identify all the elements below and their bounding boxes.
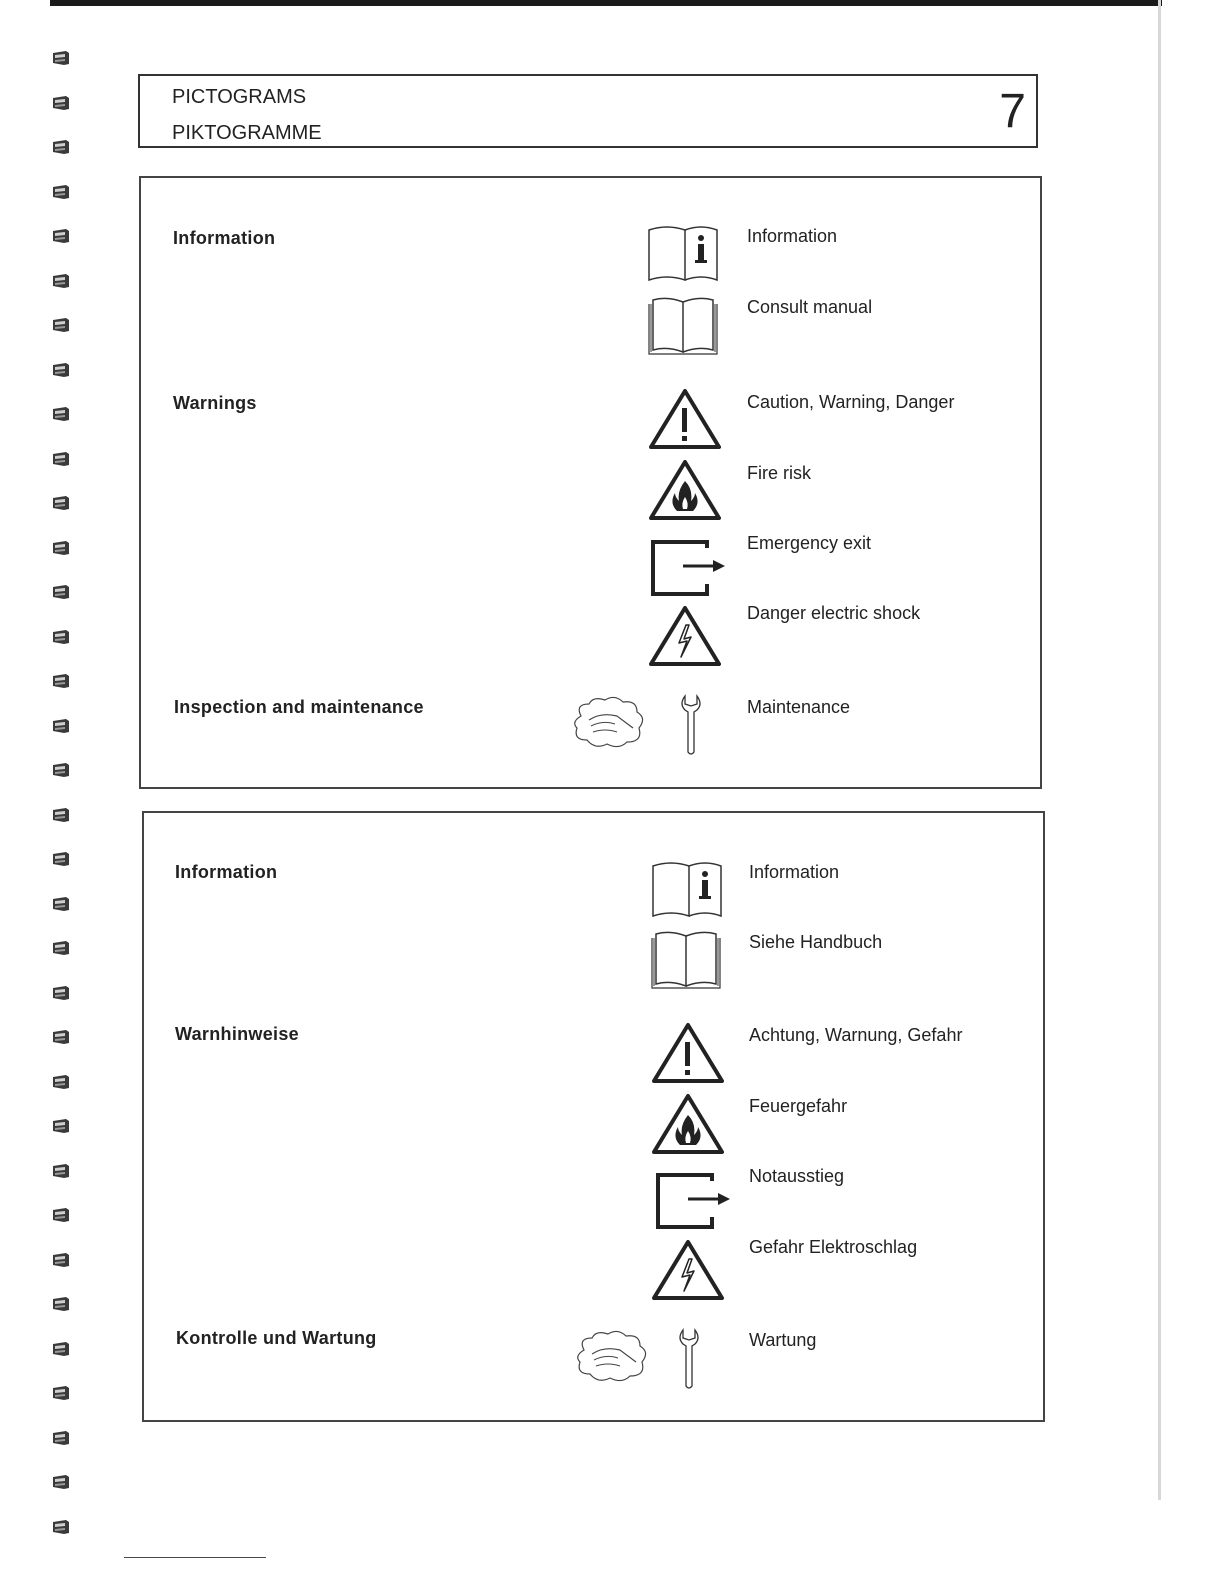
binding-ring [52,851,70,867]
manual-book-icon [650,930,722,992]
label-information: Information [749,862,840,882]
spiral-binding [50,50,80,1550]
warning-triangle-icon [649,388,721,450]
binding-ring [52,1519,70,1535]
chapter-number: 7 [999,85,1026,138]
binding-ring [52,184,70,200]
section-information: Information [175,862,278,882]
label-emergency-exit: Notausstieg [749,1166,845,1186]
binding-ring [52,762,70,778]
label-electric-shock: Danger electric shock [747,603,921,623]
binding-ring [52,95,70,111]
electric-shock-triangle-icon [649,605,721,667]
info-book-icon [647,224,719,282]
fire-triangle-icon [652,1093,724,1155]
emergency-exit-icon [654,1171,734,1231]
binding-ring [52,940,70,956]
footer-rule [124,1557,266,1558]
emergency-exit-icon [649,538,729,598]
binding-ring [52,228,70,244]
label-information: Information [747,226,838,246]
binding-ring [52,896,70,912]
electric-shock-triangle-icon [652,1239,724,1301]
label-fire-risk: Feuergefahr [749,1096,848,1116]
binding-ring [52,1029,70,1045]
section-warnings: Warnings [173,393,257,413]
binding-ring [52,1385,70,1401]
binding-ring [52,1296,70,1312]
manual-book-icon [647,296,719,358]
binding-ring [52,317,70,333]
title-german: PIKTOGRAMME [172,122,322,144]
section-inspection: Inspection and maintenance [174,697,424,717]
section-information: Information [173,228,276,248]
label-electric-shock: Gefahr Elektroschlag [749,1237,918,1257]
label-maintenance: Maintenance [747,697,851,717]
cleaning-cloth-icon [574,1328,650,1384]
binding-ring [52,1474,70,1490]
binding-ring [52,1118,70,1134]
binding-ring [52,362,70,378]
binding-ring [52,406,70,422]
binding-ring [52,1341,70,1357]
fire-triangle-icon [649,459,721,521]
binding-ring [52,273,70,289]
label-caution: Achtung, Warnung, Gefahr [749,1025,963,1045]
cleaning-cloth-icon [571,694,647,750]
binding-ring [52,451,70,467]
warning-triangle-icon [652,1022,724,1084]
binding-ring [52,1163,70,1179]
binding-ring [52,50,70,66]
section-warnings: Warnhinweise [175,1024,299,1044]
label-maintenance: Wartung [749,1330,817,1350]
top-edge-bar [50,0,1162,6]
binding-ring [52,495,70,511]
binding-ring [52,807,70,823]
binding-ring [52,1430,70,1446]
section-inspection: Kontrolle und Wartung [176,1328,377,1348]
wrench-icon [677,1328,701,1390]
binding-ring [52,584,70,600]
binding-ring [52,540,70,556]
label-fire-risk: Fire risk [747,463,811,483]
binding-ring [52,673,70,689]
info-book-icon [651,860,723,918]
label-consult-manual: Consult manual [747,297,873,317]
label-emergency-exit: Emergency exit [747,533,872,553]
binding-ring [52,139,70,155]
binding-ring [52,1207,70,1223]
pictogram-panel-german [142,811,1045,1422]
title-english: PICTOGRAMS [172,86,307,108]
binding-ring [52,718,70,734]
label-caution: Caution, Warning, Danger [747,392,955,412]
chapter-header [138,74,1038,148]
binding-ring [52,629,70,645]
binding-ring [52,1252,70,1268]
binding-ring [52,985,70,1001]
binding-ring [52,1074,70,1090]
label-consult-manual: Siehe Handbuch [749,932,883,952]
pictogram-panel-english [139,176,1042,789]
right-page-edge [1158,0,1161,1500]
wrench-icon [679,694,703,756]
